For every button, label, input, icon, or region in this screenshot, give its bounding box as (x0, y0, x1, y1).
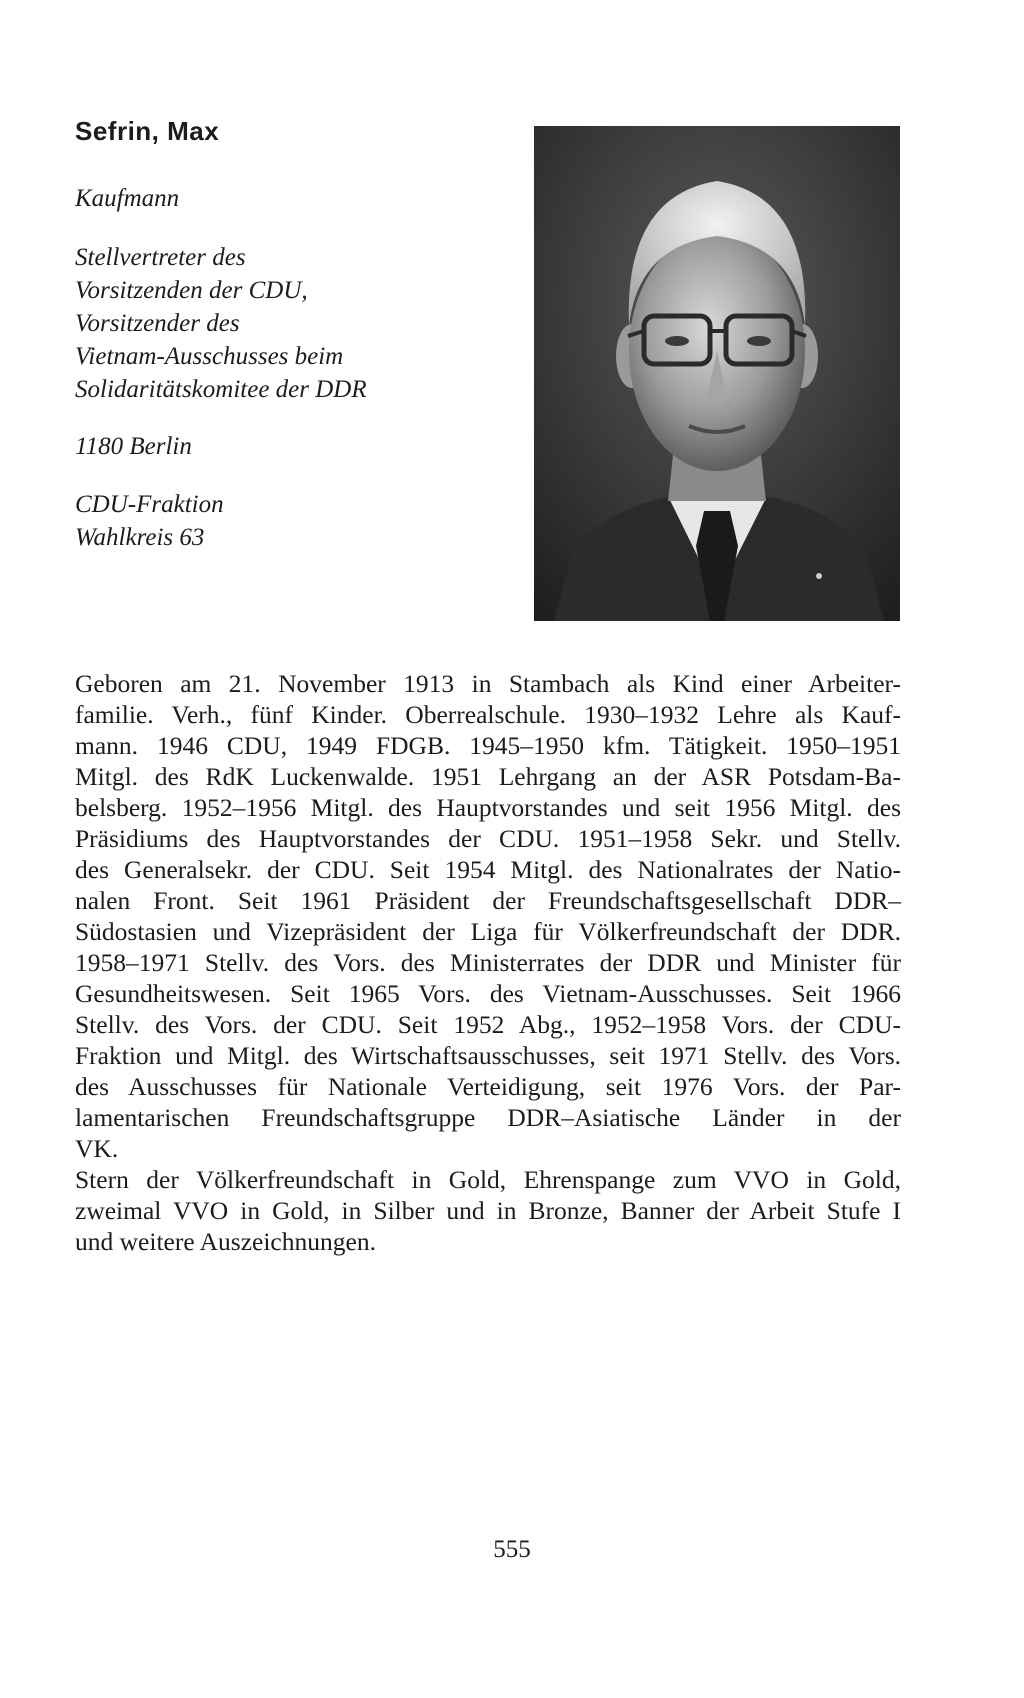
position-line: Vorsitzenden der CDU, (75, 277, 308, 304)
faction-text: CDU-Fraktion (75, 491, 224, 518)
position-line: Vorsitzender des (75, 310, 240, 337)
profession (75, 182, 505, 215)
city-block (75, 430, 505, 463)
bio-line: 1958–1971 Stellv. des Vors. des Ministerrates der DDR und Minister für (75, 948, 901, 977)
bio-line: Südostasien und Vizepräsident der Liga für Völkerfreundschaft der DDR. (75, 917, 901, 946)
bio-line: Geboren am 21. November 1913 in Stambach als Kind einer Arbeiter- (75, 669, 901, 698)
bio-line: belsberg. 1952–1956 Mitgl. des Hauptvorstandes und seit 1956 Mitgl. des (75, 793, 901, 822)
bio-line: des Ausschusses für Nationale Verteidigung, seit 1976 Vors. der Par- (75, 1072, 901, 1101)
bio-line: Präsidiums des Hauptvorstandes der CDU. 1951–1958 Sekr. und Stellv. (75, 824, 901, 853)
awards-paragraph (75, 1164, 901, 1257)
position-line: Stellvertreter des (75, 244, 246, 271)
bio-line: Fraktion und Mitgl. des Wirtschaftsausschusses, seit 1971 Stellv. des Vors. (75, 1041, 901, 1070)
bio-line: VK. (75, 1134, 119, 1163)
profession-text: Kaufmann (75, 185, 180, 212)
biography (75, 668, 901, 1257)
awards-line: zweimal VVO in Gold, in Silber und in Bronze, Banner der Arbeit Stufe I (75, 1196, 901, 1225)
page-number: 555 (493, 1536, 531, 1563)
bio-line: familie. Verh., fünf Kinder. Oberrealschule. 1930–1932 Lehre als Kauf- (75, 700, 901, 729)
positions-block (75, 241, 505, 406)
faction-block (75, 488, 505, 554)
bio-line: mann. 1946 CDU, 1949 FDGB. 1945–1950 kfm. Tätigkeit. 1950–1951 (75, 731, 901, 760)
portrait-photo (534, 126, 900, 621)
awards-line: Stern der Völkerfreundschaft in Gold, Ehrenspange zum VVO in Gold, (75, 1165, 901, 1194)
bio-line: Stellv. des Vors. der CDU. Seit 1952 Abg., 1952–1958 Vors. der CDU- (75, 1010, 901, 1039)
biography-paragraph (75, 668, 901, 1164)
person-name: Sefrin, Max (75, 116, 220, 146)
constituency-text: Wahlkreis 63 (75, 524, 205, 551)
awards-line: und weitere Auszeichnungen. (75, 1227, 376, 1256)
portrait-illustration (534, 126, 900, 621)
position-line: Vietnam-Ausschusses beim (75, 343, 344, 370)
city-text: 1180 Berlin (75, 433, 192, 460)
bio-line: lamentarischen Freundschaftsgruppe DDR–Asiatische Länder in der (75, 1103, 901, 1132)
bio-line: Gesundheitswesen. Seit 1965 Vors. des Vietnam-Ausschusses. Seit 1966 (75, 979, 901, 1008)
position-line: Solidaritätskomitee der DDR (75, 376, 367, 403)
bio-line: des Generalsekr. der CDU. Seit 1954 Mitgl. des Nationalrates der Natio- (75, 855, 901, 884)
bio-line: Mitgl. des RdK Luckenwalde. 1951 Lehrgang an der ASR Potsdam-Ba- (75, 762, 901, 791)
bio-line: nalen Front. Seit 1961 Präsident der Freundschaftsgesellschaft DDR– (75, 886, 901, 915)
